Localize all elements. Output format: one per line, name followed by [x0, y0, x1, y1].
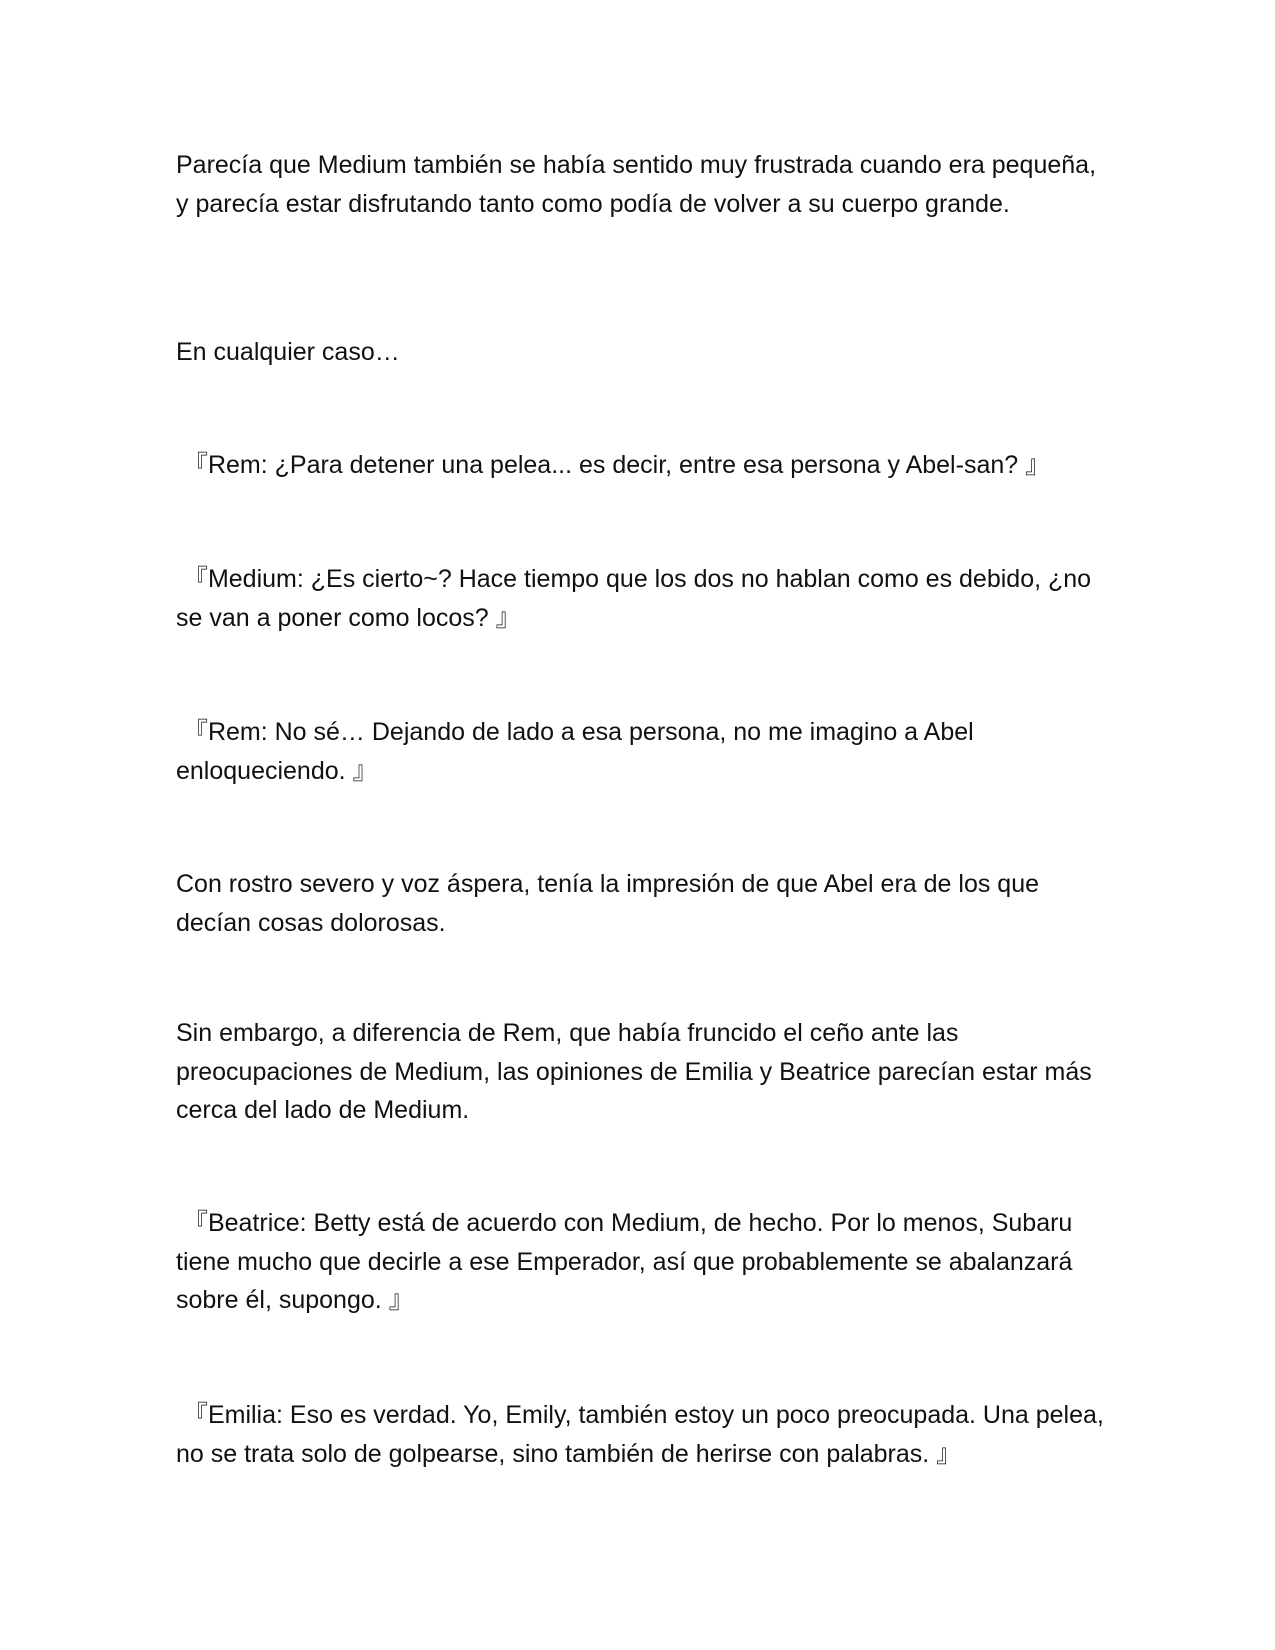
narration-paragraph: Parecía que Medium también se había sentido muy frustrada cuando era pequeña, y parecía estar disfrutando tanto como podía de volver a su cuerpo grande.: [176, 151, 1097, 218]
narration-paragraph: Sin embargo, a diferencia de Rem, que había fruncido el ceño ante las preocupaciones de Medium, las opiniones de Emilia y Beatrice parecían estar más cerca del lado de Medium.: [176, 1019, 1092, 1124]
narration-paragraph: En cualquier caso…: [176, 338, 400, 366]
dialogue-paragraph-rem: 『Rem: No sé… Dejando de lado a esa persona, no me imagino a Abel enloqueciendo. 』: [176, 718, 974, 785]
dialogue-paragraph-emilia: 『Emilia: Eso es verdad. Yo, Emily, también estoy un poco preocupada. Una pelea, no se trata solo de golpearse, sino también de herirse con palabras. 』: [176, 1401, 1104, 1468]
dialogue-paragraph-medium: 『Medium: ¿Es cierto~? Hace tiempo que los dos no hablan como es debido, ¿no se van a poner como locos? 』: [176, 565, 1092, 632]
narration-paragraph: Con rostro severo y voz áspera, tenía la impresión de que Abel era de los que decían cosas dolorosas.: [176, 870, 1040, 937]
dialogue-paragraph-beatrice: 『Beatrice: Betty está de acuerdo con Medium, de hecho. Por lo menos, Subaru tiene mucho que decirle a ese Emperador, así que probablemente se abalanzará sobre él, supongo. 』: [176, 1209, 1073, 1314]
dialogue-paragraph-rem: 『Rem: ¿Para detener una pelea... es decir, entre esa persona y Abel-san? 』: [176, 451, 1051, 479]
